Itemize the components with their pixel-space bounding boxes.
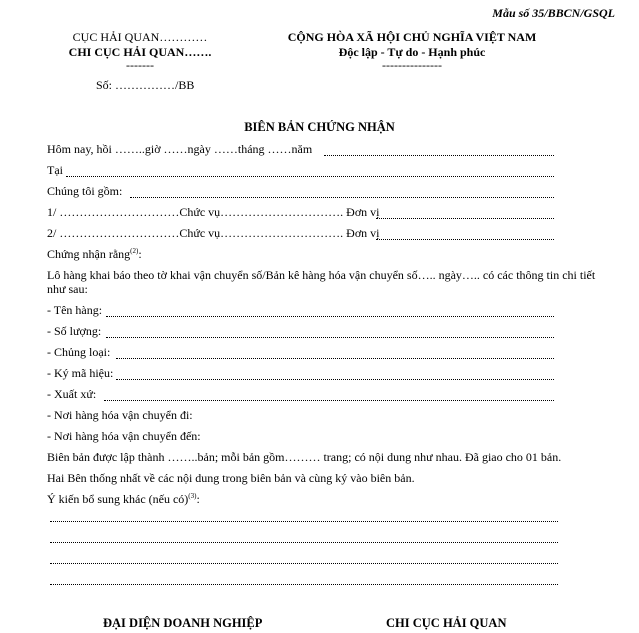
line-agree: Hai Bên thống nhất về các nội dung trong biên bản và cùng ký vào biên bản. [47, 471, 415, 485]
line-shipment1: Lô hàng khai báo theo tờ khai vận chuyển số/Bản kê hàng hóa vận chuyển số….. ngày….. có các thông tin chi tiết [47, 268, 596, 282]
opinion-line-4 [50, 584, 558, 585]
document-number: Số: ……………/BB [96, 78, 195, 92]
line-copies: Biên bản được lập thành ……..bản; mỗi bản gồm……… trang; có nội dung như nhau. Đã giao cho 01 bản. [47, 450, 562, 464]
agency-name: CỤC HẢI QUAN………… [72, 30, 208, 44]
header-right-divider: --------------- [382, 58, 442, 72]
line-to: - Nơi hàng hóa vận chuyển đến: [47, 429, 201, 443]
fill-mark [116, 379, 554, 380]
fill-type [116, 358, 554, 359]
line-from: - Nơi hàng hóa vận chuyển đi: [47, 408, 193, 422]
national-title: CỘNG HÒA XÃ HỘI CHỦ NGHĨA VIỆT NAM [287, 30, 537, 44]
line-type: - Chủng loại: [47, 345, 111, 359]
header-left-block [40, 30, 240, 70]
fill-person2 [376, 239, 554, 240]
fill-today [324, 155, 554, 156]
form-code: Mẫu số 35/BBCN/GSQL [492, 6, 615, 20]
fill-origin [104, 400, 554, 401]
signature-customs: CHI CỤC HẢI QUAN [386, 616, 507, 630]
fill-we [130, 197, 554, 198]
line-certify: Chứng nhận rằng$^{(2)}$: [47, 247, 142, 261]
line-goods-name: - Tên hàng: [47, 303, 103, 317]
opinion-line-3 [50, 563, 558, 564]
line-today: Hôm nay, hồi ……..giờ ……ngày ……tháng ……năm [47, 142, 313, 156]
line-person1: 1/ …………………………Chức vụ…………………………. Đơn vị [47, 205, 380, 219]
header-left-divider: ------- [126, 58, 154, 72]
document-title: BIÊN BẢN CHỨNG NHẬN [244, 120, 395, 134]
line-origin: - Xuất xứ: [47, 387, 97, 401]
sub-agency-name: CHI CỤC HẢI QUAN……. [68, 45, 212, 59]
fill-person1 [376, 218, 554, 219]
line-mark: - Ký mã hiệu: [47, 366, 114, 380]
opinion-line-1 [50, 521, 558, 522]
header-right-block [252, 30, 572, 70]
signature-enterprise: ĐẠI DIỆN DOANH NGHIỆP [103, 616, 263, 630]
line-person2: 2/ …………………………Chức vụ…………………………. Đơn vị [47, 226, 380, 240]
line-shipment2: như sau: [47, 282, 88, 296]
fill-quantity [106, 337, 554, 338]
line-opinion: Ý kiến bổ sung khác (nếu có)$^{(3)}$: [47, 492, 200, 506]
opinion-line-2 [50, 542, 558, 543]
line-at: Tại [47, 163, 63, 177]
line-quantity: - Số lượng: [47, 324, 102, 338]
fill-goods-name [106, 316, 554, 317]
fill-at [66, 176, 554, 177]
line-we: Chúng tôi gồm: [47, 184, 123, 198]
national-motto: Độc lập - Tự do - Hạnh phúc [338, 45, 486, 59]
